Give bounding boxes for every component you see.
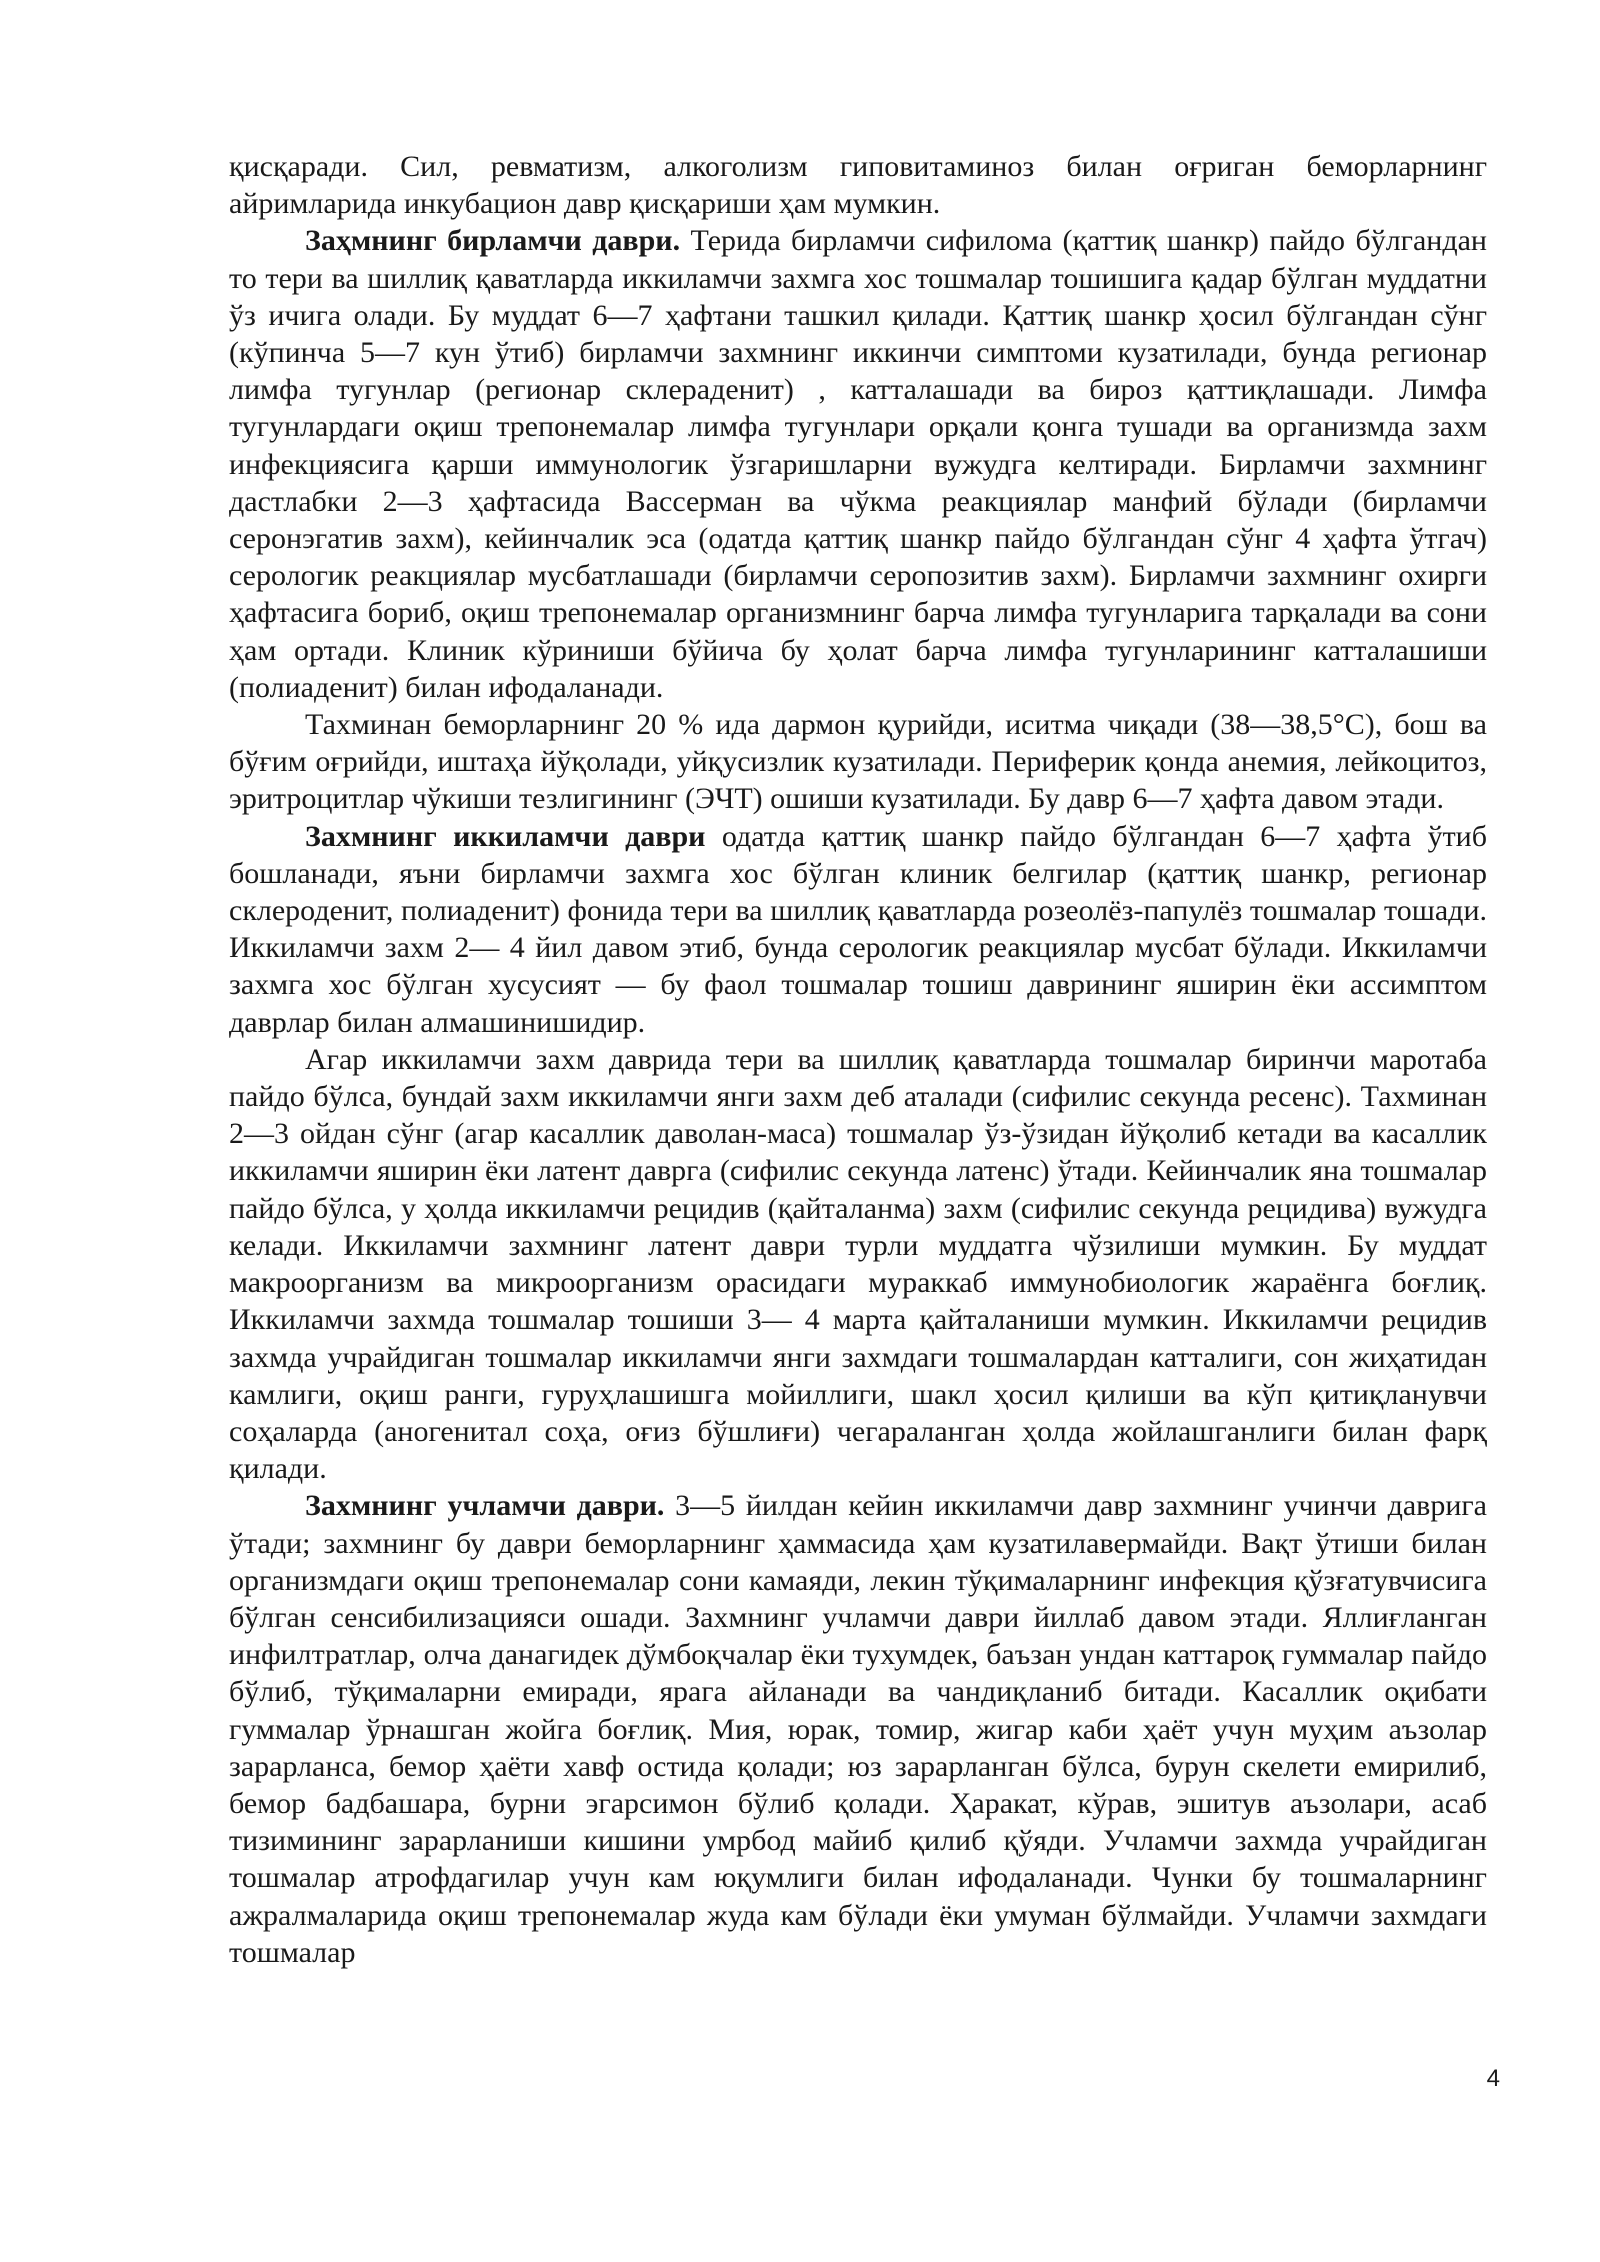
paragraph-secondary-details — [229, 1041, 1487, 1487]
paragraph-continuation — [229, 148, 1487, 222]
paragraph-text: Тахминан беморларнинг 20 % ида дармон қурийди, иситма чиқади (38—38,5°С), бош ва бўғим оғрийди, иштаҳа йўқолади, уйқусизлик кузатилади. Периферик қонда анемия, лейкоцитоз, эритроцитлар чўкиши тезлигининг (ЭЧТ) ошиши кузатилади. Бу давр 6—7 ҳафта давом этади. — [229, 708, 1487, 816]
paragraph-symptoms — [229, 706, 1487, 818]
paragraph-text: Терида бирламчи сифилома (қаттиқ шанкр) пайдо бўлгандан то тери ва шиллиқ қаватларда иккиламчи захмга хос тошмалар тошишига қадар бўлган муддатни ўз ичига олади. Бу муддат 6—7 ҳафтани ташкил қилади. Қаттиқ шанкр ҳосил бўлгандан сўнг (кўпинча 5—7 кун ўтиб) бирламчи захмнинг иккинчи симптоми кузатилади, бунда регионар лимфа тугунлар (регионар склераденит) , катталашади ва бироз қаттиқлашади. Лимфа тугунлардаги оқиш трепонемалар лимфа тугунлари орқали қонга тушади ва организмда захм инфекциясига қарши иммунологик ўзгаришларни вужудга келтиради. Бирламчи захмнинг дастлабки 2—3 ҳафтасида Вассерман ва чўкма реакциялар манфий бўлади (бирламчи серонэгатив захм), кейинчалик эса (одатда қаттиқ шанкр пайдо бўлгандан сўнг 4 ҳафта ўтгач) серологик реакциялар мусбатлашади (бирламчи серопозитив захм). Бирламчи захмнинг охирги ҳафтасига бориб, оқиш трепонемалар организмнинг барча лимфа тугунларига тарқалади ва сони ҳам ортади. Клиник кўриниши бўйича бу ҳолат барча лимфа тугунларининг катталашиши (полиаденит) билан ифодаланади. — [229, 224, 1487, 704]
paragraph-text: Агар иккиламчи захм даврида тери ва шиллиқ қаватларда тошмалар биринчи маротаба пайдо бўлса, бундай захм иккиламчи янги захм деб аталади (сифилис секунда ресенс). Тахминан 2—3 ойдан сўнг (агар касаллик даволан-маса) тошмалар ўз-ўзидан йўқолиб кетади ва касаллик иккиламчи яширин ёки латент даврга (сифилис секунда латенс) ўтади. Кейинчалик яна тошмалар пайдо бўлса, у ҳолда иккиламчи рецидив (қайталанма) захм (сифилис секунда рецидива) вужудга келади. Иккиламчи захмнинг латент даври турли муддатга чўзилиши мумкин. Бу муддат макроорганизм ва микроорганизм орасидаги мураккаб иммунобиологик жараёнга боғлиқ. Иккиламчи захмда тошмалар тошиши 3— 4 марта қайталаниши мумкин. Иккиламчи рецидив захмда учрайдиган тошмалар иккиламчи янги захмдаги тошмалардан катталиги, сон жиҳатидан камлиги, оқиш ранги, гуруҳлашишга мойиллиги, шакл ҳосил қилиши ва кўп қитиқланувчи соҳаларда (аногенитал соҳа, оғиз бўшлиғи) чегараланган ҳолда жойлашганлиги билан фарқ қилади. — [229, 1042, 1487, 1486]
paragraph-secondary-stage — [229, 818, 1487, 1041]
page-number: 4 — [1486, 2065, 1500, 2092]
section-heading: Заҳмнинг бирламчи даври. — [305, 224, 681, 258]
paragraph-text: қисқаради. Сил, ревматизм, алкоголизм гиповитаминоз билан оғриган беморларнинг айримларида инкубацион давр қисқариши ҳам мумкин. — [229, 150, 1487, 221]
paragraph-tertiary-stage — [229, 1487, 1487, 1971]
section-heading: Захмнинг иккиламчи даври — [305, 819, 706, 853]
body-text — [229, 148, 1487, 1971]
paragraph-text: 3—5 йилдан кейин иккиламчи давр захмнинг учинчи даврига ўтади; захмнинг бу даври беморларнинг ҳаммасида ҳам кузатилавермайди. Вақт ўтиши билан организмдаги оқиш трепонемалар сони камаяди, лекин тўқималарнинг инфекция қўзғатувчисига бўлган сенсибилизацияси ошади. Захмнинг учламчи даври йиллаб давом этади. Яллиғланган инфилтратлар, олча данагидек дўмбоқчалар ёки тухумдек, баъзан ундан каттароқ гуммалар пайдо бўлиб, тўқималарни емиради, ярага айланади ва чандиқланиб битади. Касаллик оқибати гуммалар ўрнашган жойга боғлиқ. Мия, юрак, томир, жигар каби ҳаёт учун муҳим аъзолар зарарланса, бемор ҳаёти хавф остида қолади; юз зарарланган бўлса, бурун скелети емирилиб, бемор бадбашара, бурни эгарсимон бўлиб қолади. Ҳаракат, кўрав, эшитув аъзолари, асаб тизимининг зарарланиши кишини умрбод майиб қилиб қўяди. Учламчи захмда учрайдиган тошмалар атрофдагилар учун кам юқумлиги билан ифодаланади. Чунки бу тошмаларнинг ажралмаларида оқиш трепонемалар жуда кам бўлади ёки умуман бўлмайди. Учламчи захмдаги тошмалар — [229, 1489, 1487, 1969]
paragraph-text: одатда қаттиқ шанкр пайдо бўлгандан 6—7 ҳафта ўтиб бошланади, яъни бирламчи захмга хос бўлган клиник белгилар (қаттиқ шанкр, регионар склероденит, полиаденит) фонида тери ва шиллиқ қаватларда розеолёз-папулёз тошмалар тошади. Иккиламчи захм 2— 4 йил давом этиб, бунда серологик реакциялар мусбат бўлади. Иккиламчи захмга хос бўлган хусусият — бу фаол тошмалар тошиш даврининг яширин ёки ассимптом даврлар билан алмашинишидир. — [229, 819, 1487, 1039]
section-heading: Захмнинг учламчи даври. — [305, 1489, 665, 1523]
paragraph-primary-stage — [229, 222, 1487, 706]
